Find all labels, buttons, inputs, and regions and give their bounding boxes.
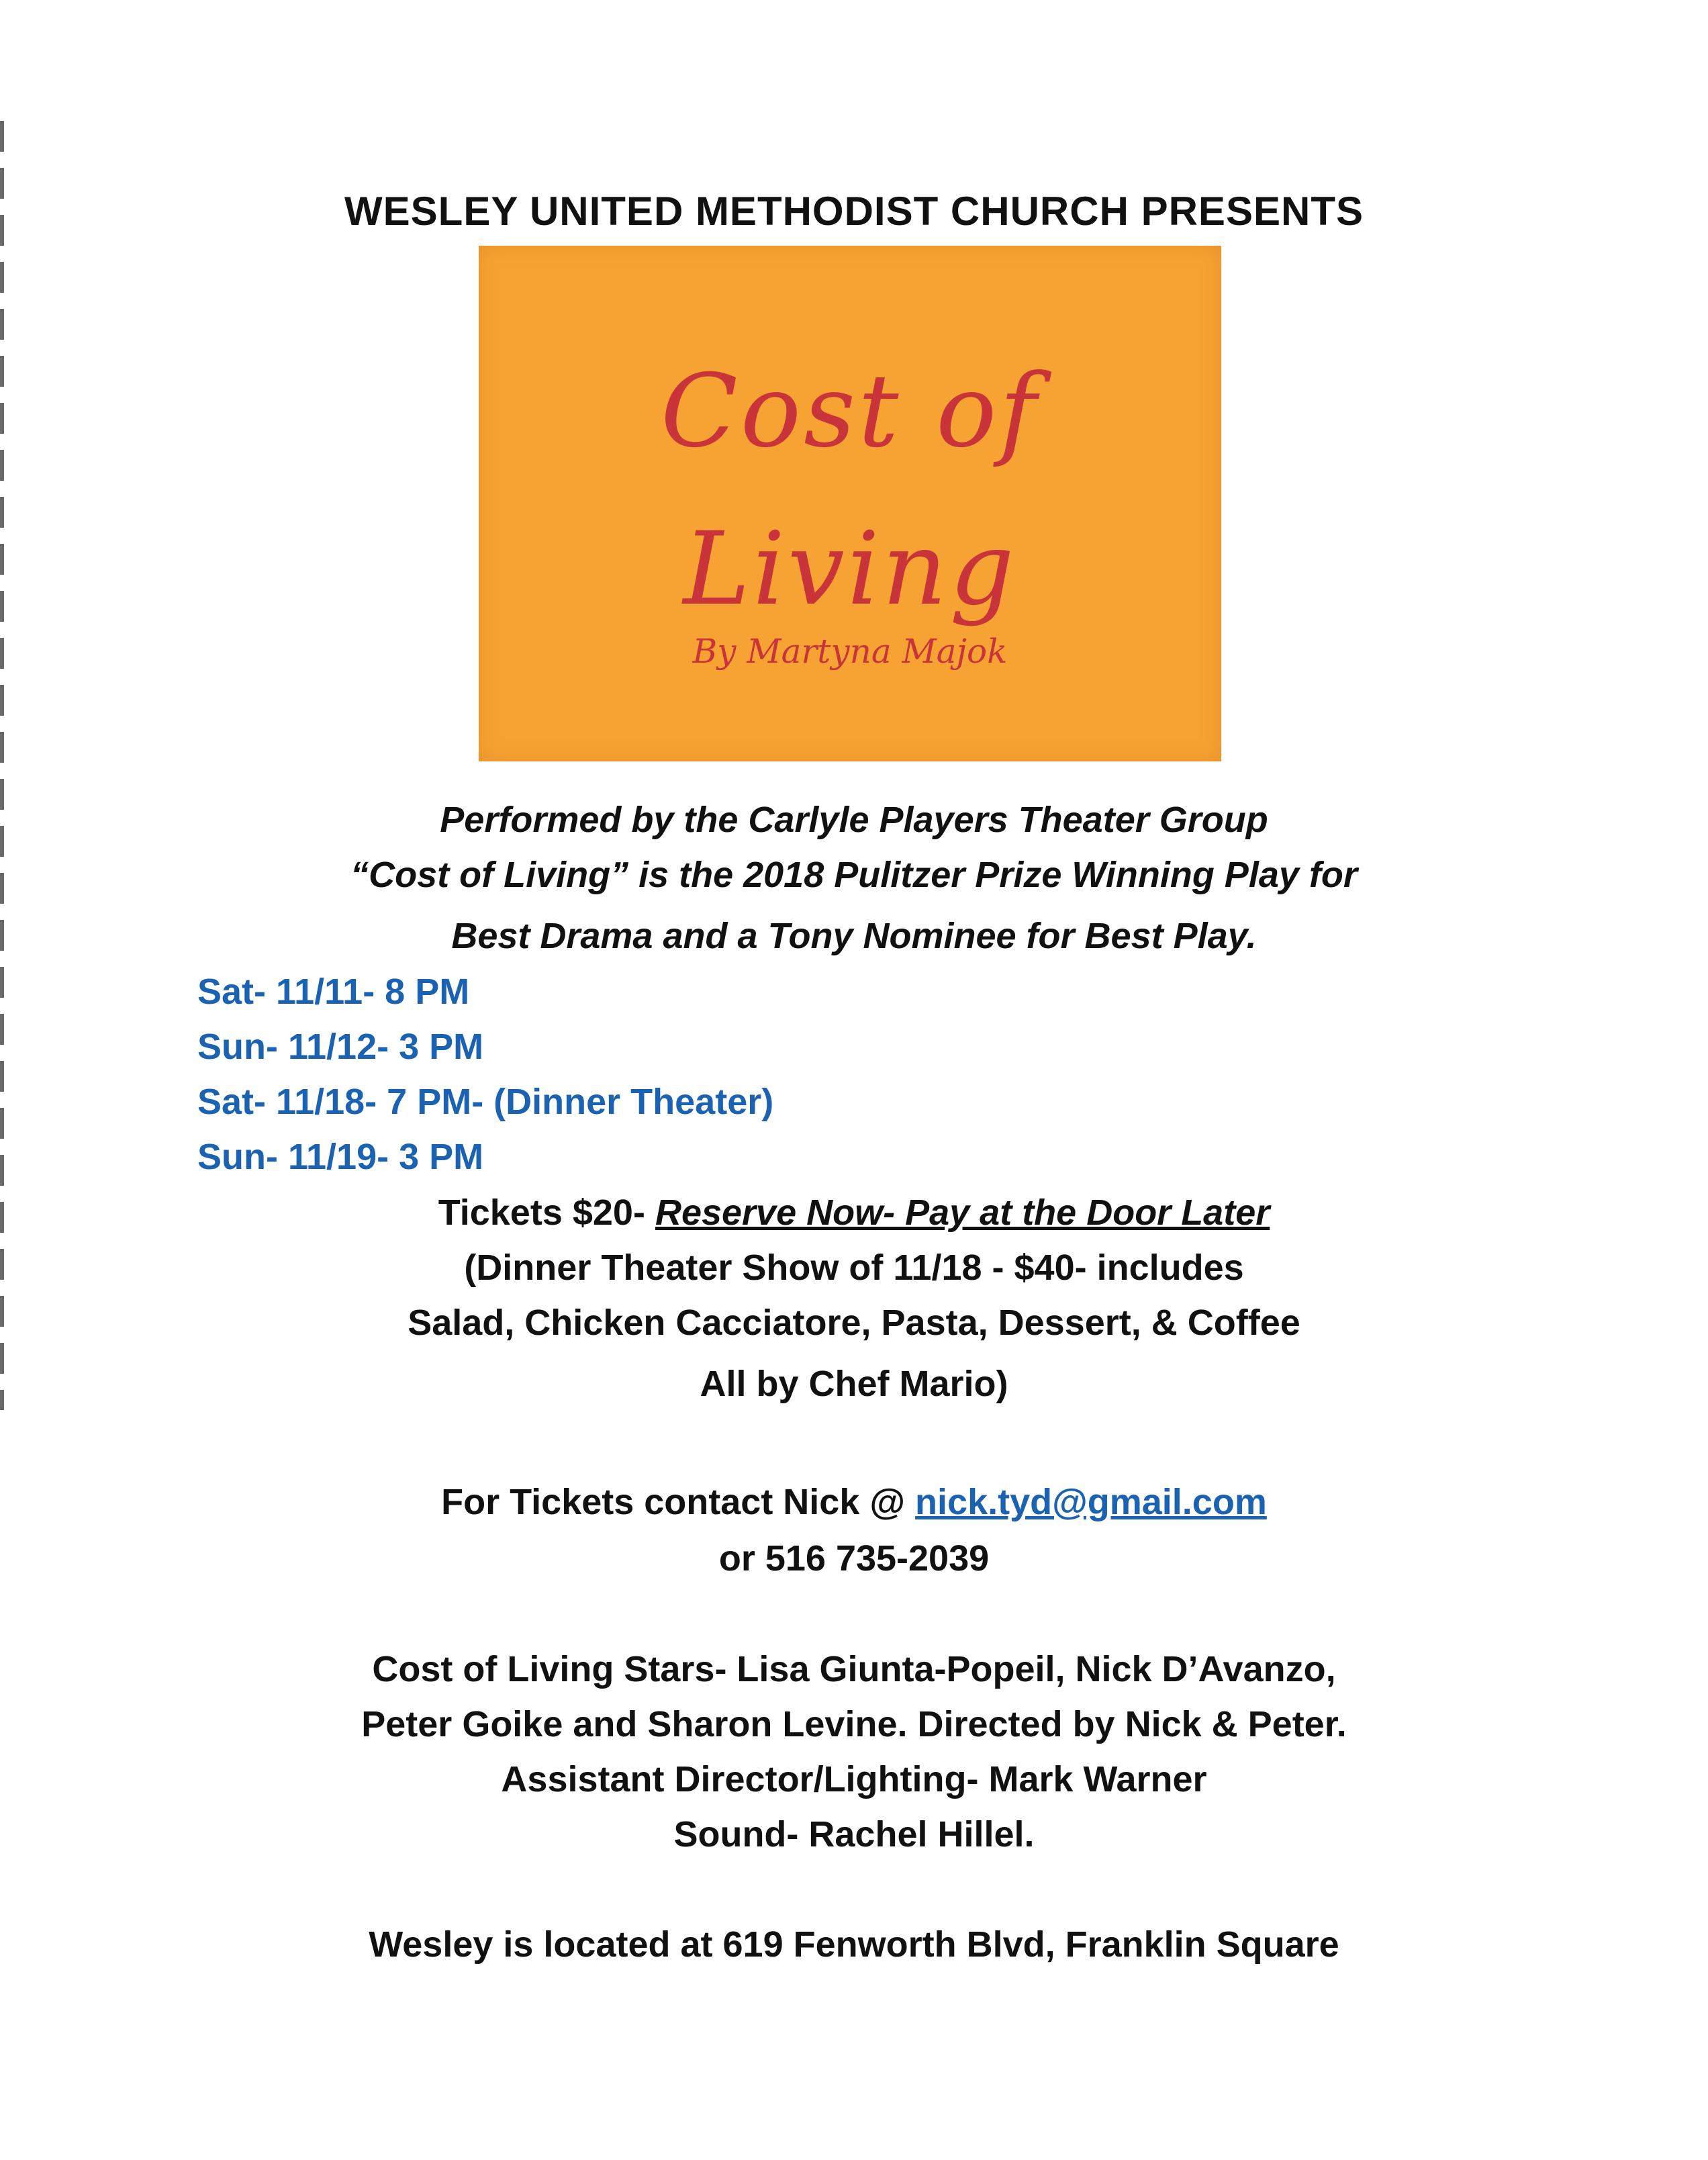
contact-line xyxy=(0,1481,1708,1523)
schedule-item: Sun- 11/12- 3 PM xyxy=(197,1027,484,1067)
tickets-price: Tickets $20- xyxy=(438,1192,655,1233)
description-line-1: Performed by the Carlyle Players Theater Group xyxy=(440,800,1268,840)
schedule-item: Sat- 11/18- 7 PM- (Dinner Theater) xyxy=(197,1082,774,1122)
contact-phone: or 516 735-2039 xyxy=(718,1538,990,1579)
poster-title-line2: Living xyxy=(683,511,1017,628)
poster-image xyxy=(479,246,1221,761)
credits-line-2: Peter Goike and Sharon Levine. Directed by Nick & Peter. xyxy=(361,1704,1347,1744)
tickets-line xyxy=(0,1192,1708,1233)
contact-prefix: For Tickets contact Nick @ xyxy=(441,1482,916,1522)
location-line: Wesley is located at 619 Fenworth Blvd, Franklin Square xyxy=(369,1924,1339,1965)
poster-byline: By Martyna Majok xyxy=(692,632,1008,671)
schedule-item: Sat- 11/11- 8 PM xyxy=(197,972,470,1012)
dinner-line-2: Salad, Chicken Cacciatore, Pasta, Dessert, & Coffee xyxy=(408,1303,1300,1343)
poster-title-line1: Cost of xyxy=(661,353,1039,470)
credits-line-3: Assistant Director/Lighting- Mark Warner xyxy=(501,1759,1207,1799)
page-header: WESLEY UNITED METHODIST CHURCH PRESENTS xyxy=(344,189,1364,234)
description-line-3: Best Drama and a Tony Nominee for Best Play. xyxy=(451,916,1257,956)
credits-line-4: Sound- Rachel Hillel. xyxy=(673,1814,1035,1854)
dinner-line-1: (Dinner Theater Show of 11/18 - $40- includes xyxy=(464,1248,1244,1288)
credits-line-1: Cost of Living Stars- Lisa Giunta-Popeil, Nick D’Avanzo, xyxy=(372,1649,1336,1689)
reserve-note: Reserve Now- Pay at the Door Later xyxy=(655,1192,1270,1233)
schedule-item: Sun- 11/19- 3 PM xyxy=(197,1137,484,1177)
description-line-2: “Cost of Living” is the 2018 Pulitzer Prize Winning Play for xyxy=(350,855,1358,895)
contact-email-link[interactable]: nick.tyd@gmail.com xyxy=(915,1482,1267,1522)
dinner-line-3: All by Chef Mario) xyxy=(700,1364,1008,1404)
